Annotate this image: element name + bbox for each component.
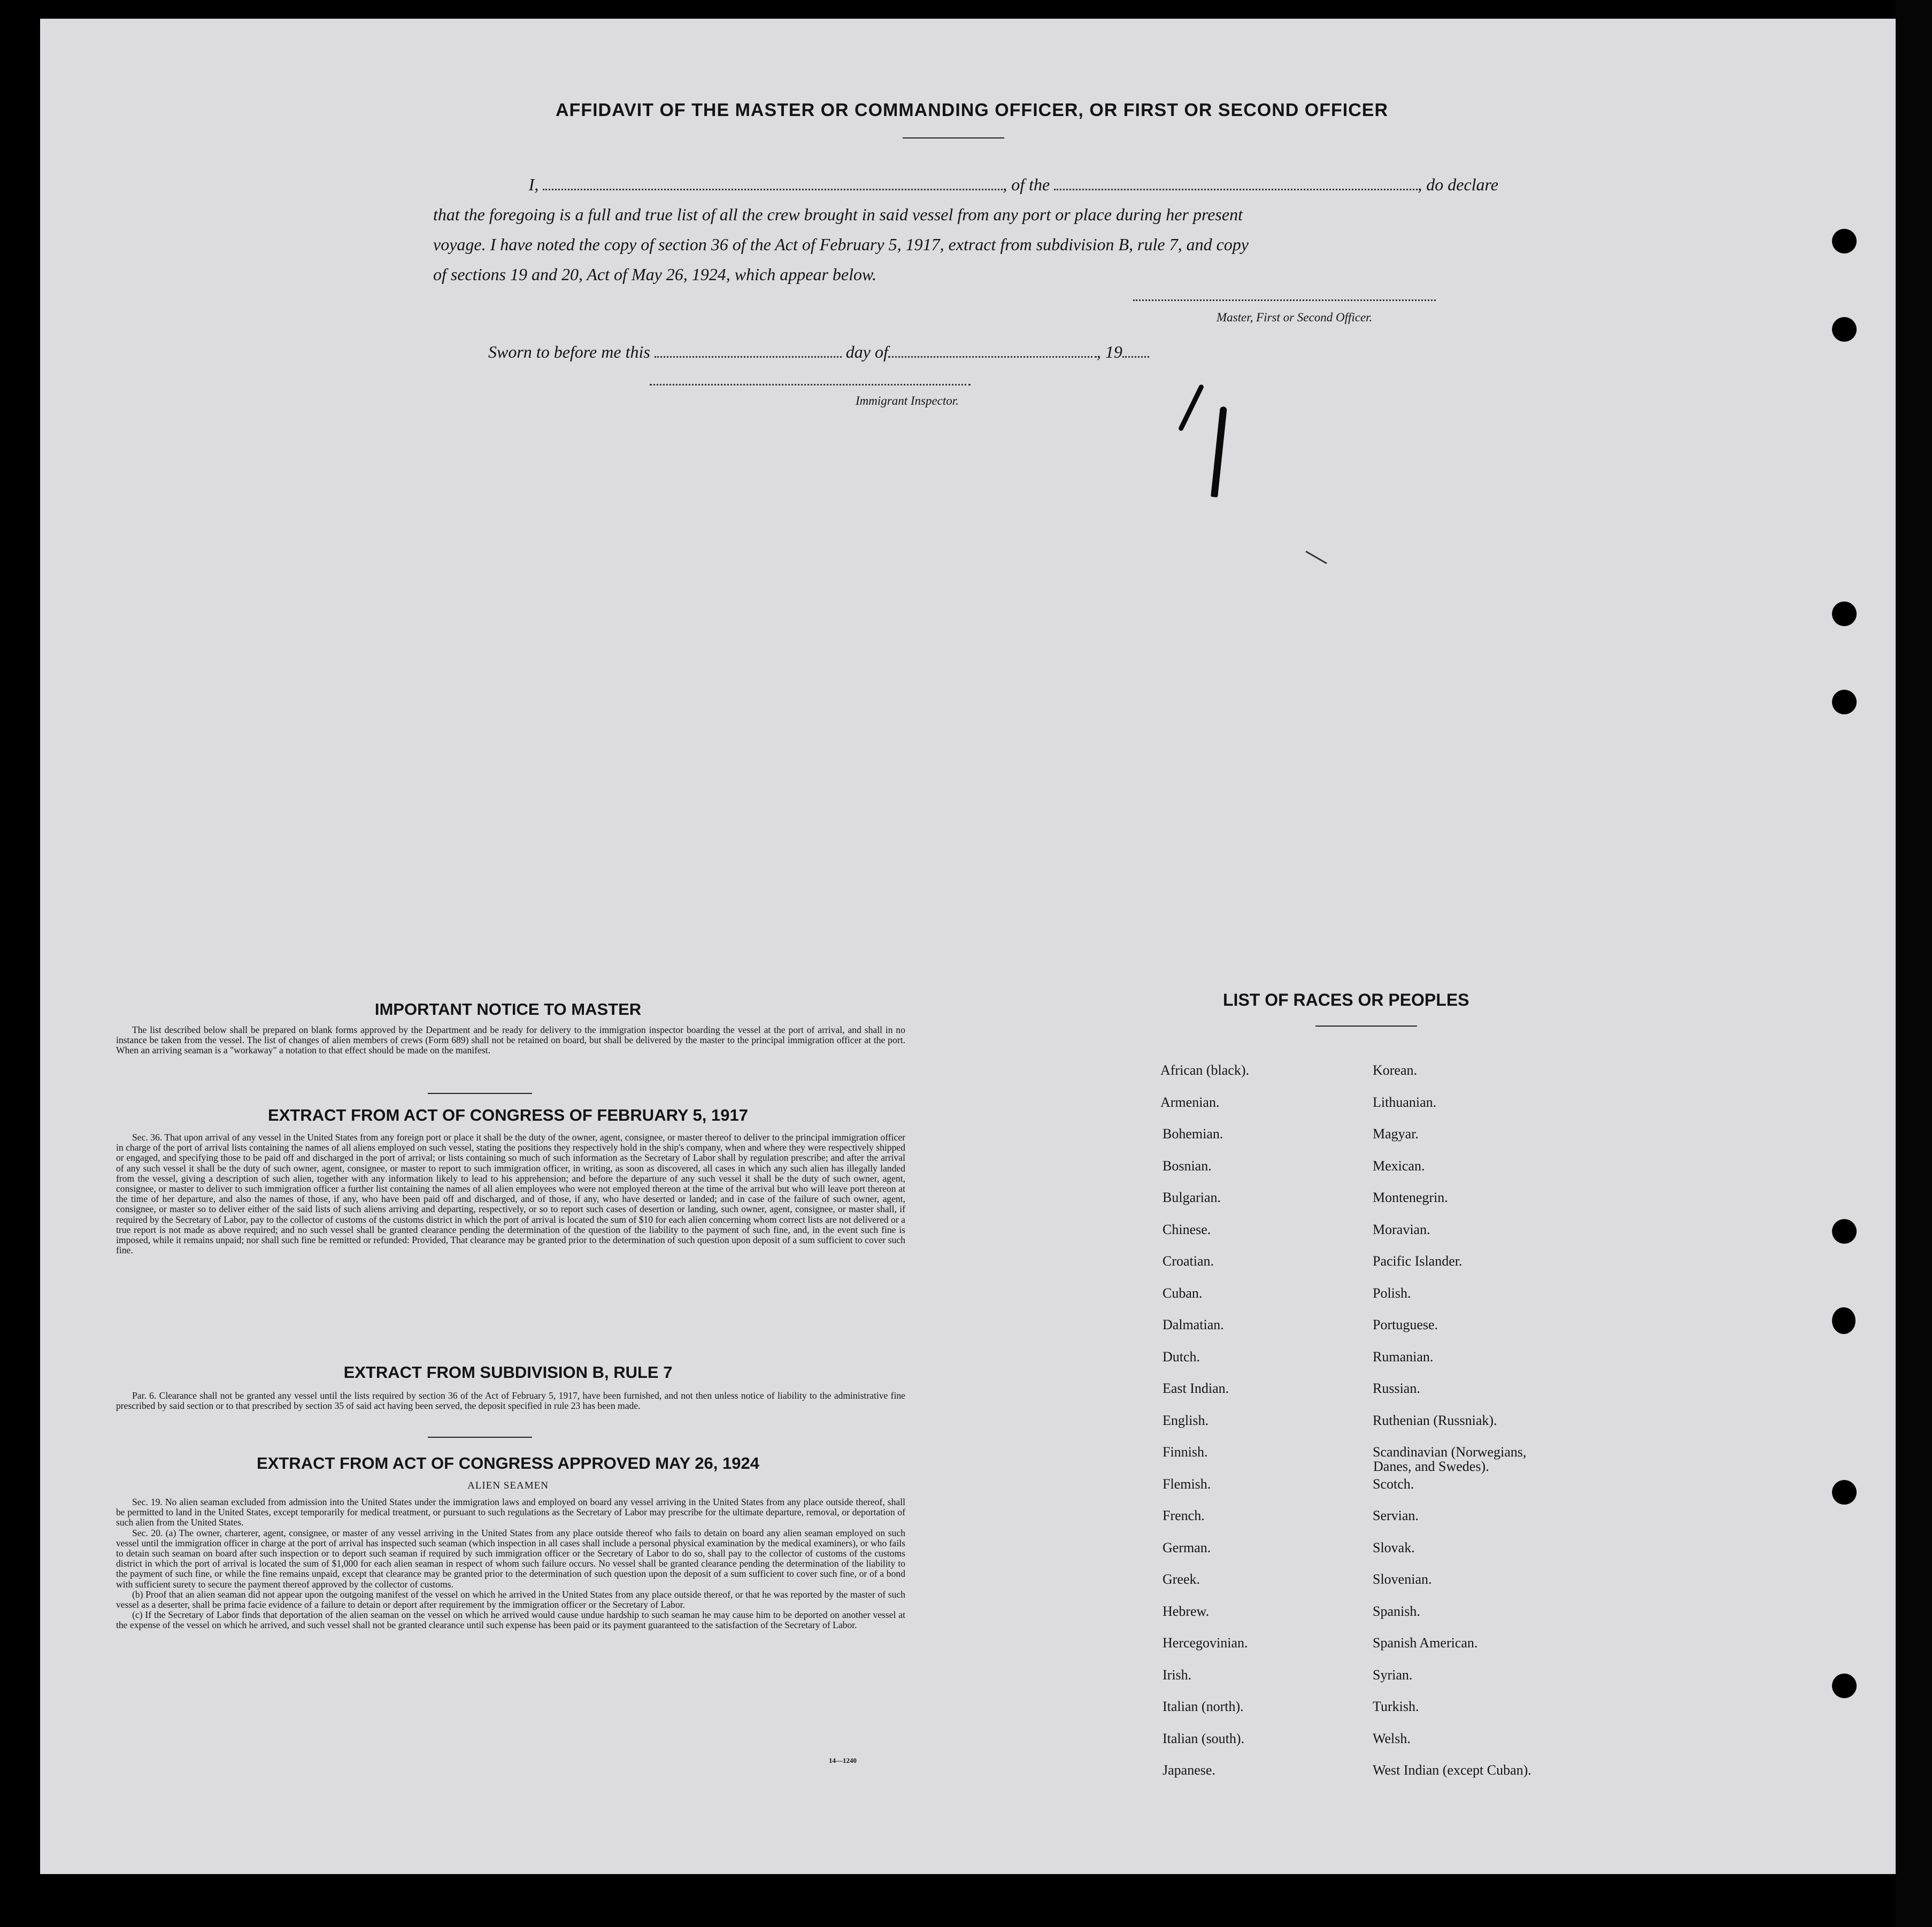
race-item-right: Scandinavian (Norwegians,	[1373, 1444, 1527, 1460]
extract-1924-title: EXTRACT FROM ACT OF CONGRESS APPROVED MAY 26, 1924	[257, 1454, 759, 1473]
race-item-right: Korean.	[1373, 1062, 1418, 1078]
vessel-blank[interactable]	[1054, 189, 1418, 190]
race-item-right: Russian.	[1373, 1381, 1420, 1396]
race-item-right: Polish.	[1373, 1285, 1411, 1301]
race-item-left: German.	[1163, 1539, 1211, 1555]
race-item-left: Bulgarian.	[1163, 1190, 1221, 1205]
section-divider	[428, 1093, 532, 1094]
race-item-left: Irish.	[1163, 1667, 1192, 1683]
race-item-left: English.	[1163, 1412, 1209, 1428]
race-item-left: Bosnian.	[1163, 1158, 1212, 1174]
extract-1917-text	[116, 1132, 905, 1255]
race-item-right: Mexican.	[1373, 1158, 1425, 1174]
race-item-right: Pacific Islander.	[1373, 1253, 1463, 1269]
race-item-left: French.	[1163, 1508, 1205, 1523]
declaration-line-2: that the foregoing is a full and true list of all the crew brought in said vessel from any port or place during her present	[433, 205, 1243, 224]
punch-hole	[1832, 602, 1857, 626]
declaration-line-1	[433, 169, 1498, 199]
race-item-left: East Indian.	[1163, 1381, 1229, 1396]
race-item-left: Flemish.	[1163, 1476, 1211, 1492]
race-item-right: Slovak.	[1373, 1539, 1415, 1555]
punch-hole	[1832, 1480, 1857, 1505]
notice-paragraph: The list described below shall be prepared on blank forms approved by the Department and be ready for delivery to the immigration inspector boarding the vessel at the port of arrival, and shall in no instance be taken from the vessel. The list of changes of alien members of crews (Form 689) shall not be retained on board, but shall be delivered by the master to the principal immigration officer at the port. When an arriving seaman is a "workaway" a notation to that effect should be made on the manifest.	[116, 1024, 905, 1056]
race-item-left: Dutch.	[1163, 1348, 1200, 1365]
punch-hole	[1832, 1307, 1856, 1334]
of-the-label: , of the	[1003, 175, 1050, 194]
race-item-right: Ruthenian (Russniak).	[1373, 1412, 1497, 1428]
master-signature-line[interactable]	[1133, 299, 1436, 301]
document-page	[40, 19, 1896, 1874]
sworn-line	[488, 342, 1149, 362]
declaration-line-4: of sections 19 and 20, Act of May 26, 1924, which appear below.	[433, 265, 876, 284]
ink-mark	[1211, 406, 1227, 497]
race-item-right: Moravian.	[1373, 1221, 1430, 1237]
race-item-left: Bohemian.	[1163, 1126, 1223, 1142]
day-blank[interactable]	[655, 356, 842, 358]
race-item-right: Rumanian.	[1373, 1348, 1434, 1365]
punch-hole	[1832, 229, 1857, 253]
ink-mark	[1178, 384, 1205, 431]
year-prefix: , 19	[1096, 342, 1122, 361]
extract-rule7-title: EXTRACT FROM SUBDIVISION B, RULE 7	[343, 1363, 673, 1382]
race-item-right: Syrian.	[1373, 1667, 1413, 1683]
race-item-left: Hercegovinian.	[1163, 1635, 1248, 1651]
race-item-right: West Indian (except Cuban).	[1373, 1762, 1531, 1778]
race-item-right: Spanish American.	[1373, 1635, 1478, 1651]
form-number: 14—1240	[829, 1756, 857, 1764]
race-item-left: Japanese.	[1163, 1762, 1215, 1778]
race-item-left: Chinese.	[1163, 1221, 1211, 1237]
punch-hole	[1832, 317, 1857, 342]
affidavit-declaration	[433, 169, 1498, 289]
race-item-right: Welsh.	[1373, 1730, 1411, 1746]
declaration-line-3: voyage. I have noted the copy of section 36 of the Act of February 5, 1917, extract from subdivision B, rule 7, and copy	[433, 235, 1249, 254]
race-item-left: Hebrew.	[1163, 1603, 1210, 1619]
extract-1924-subtitle: ALIEN SEAMEN	[467, 1480, 549, 1491]
race-item-left: Finnish.	[1163, 1444, 1208, 1460]
title-divider	[903, 137, 1004, 138]
extract-rule7-paragraph: Par. 6. Clearance shall not be granted any vessel until the lists required by section 36 of the Act of February 5, 1917, have been furnished, and not then unless notice of liability to the administrative fine prescribed by said section or to that prescribed by section 35 of said act having been served, the deposit specified in rule 23 has been made.	[116, 1390, 905, 1412]
extract-1917-paragraph: Sec. 36. That upon arrival of any vessel in the United States from any foreign port or place it shall be the duty of the owner, agent, consignee, or master thereof to deliver to the principal immigration officer in charge of the port of arrival lists containing the names of all aliens employed on such vessel, stating the positions they respectively hold in the ship's company, when and where they were respectively shipped or engaged, and specifying those to be paid off and discharged in the port of arrival; or lists containing so much of such information as the Secretary of Labor shall by regulation prescribe; and after the arrival of any such vessel it shall be the duty of such owner, agent, consignee, or master to report to such immigration officer, in writing, as soon as discovered, all cases in which any such alien has illegally landed from the vessel, giving a description of such alien, together with any information likely to lead to his apprehension; and before the departure of any such vessel it shall be the duty of such owner, agent, consignee, or master to deliver to such immigration officer a further list containing the names of all alien employees who were not employed thereon at the time of the arrival but who will leave port thereon at the time of her departure, and also the names of those, if any, who have been paid off and discharged, and of those, if any, who have deserted or landed; and in case of the failure of such owner, agent, consignee, or master so to deliver either of the said lists of such aliens arriving and departing, respectively, or so to report such cases of desertion or landing, such owner, agent, consignee, or master shall, if required by the Secretary of Labor, pay to the collector of customs of the customs district in which the port of arrival is located the sum of $10 for each alien concerning whom correct lists are not delivered or a true report is not made as above required; and no such vessel shall be granted clearance pending the determination of the question of the liability to the payment of such fine, and, in the event such fine is imposed, while it remains unpaid; nor shall such fine be remitted or refunded: Provided, That clearance may be granted prior to the determination of such question upon deposit of a sum sufficient to cover such fine.	[116, 1132, 905, 1256]
year-blank[interactable]	[1122, 356, 1149, 358]
do-declare-label: , do declare	[1418, 175, 1498, 194]
affidavit-title: AFFIDAVIT OF THE MASTER OR COMMANDING OFFICER, OR FIRST OR SECOND OFFICER	[556, 100, 1388, 120]
extract-1924-text	[116, 1497, 905, 1631]
section-19-paragraph: Sec. 19. No alien seaman excluded from admission into the United States under the immigration laws and employed on board any vessel arriving in the United States from any place outside thereof, shall be permitted to land in the United States, except temporarily for medical treatment, or pursuant to such regulations as the Secretary of Labor may prescribe for the ultimate departure, removal, or deportation of such alien from the United States.	[116, 1497, 905, 1528]
master-caption: Master, First or Second Officer.	[1217, 311, 1373, 324]
race-item-right: Magyar.	[1373, 1126, 1419, 1142]
punch-hole	[1832, 1674, 1857, 1698]
section-20c-paragraph: (c) If the Secretary of Labor finds that deportation of the alien seaman on the vessel on which he arrived would cause undue hardship to such seaman he may cause him to be deported on another vessel at the expense of the vessel on which he arrived, and such vessel shall not be granted clearance until such expense has been paid or its payment guaranteed to the satisfaction of the Secretary of Labor.	[116, 1609, 905, 1631]
race-item-right: Slovenian.	[1373, 1571, 1432, 1587]
races-divider	[1315, 1026, 1417, 1027]
inspector-signature-line[interactable]	[650, 384, 971, 386]
section-20b-paragraph: (b) Proof that an alien seaman did not appear upon the outgoing manifest of the vessel on which he arrived in the United States from any place outside thereof, or that he was reported by the master of such vessel as a deserter, shall be prima facie evidence of a failure to detain or deport after requirement by the immigration officer or the Secretary of Labor.	[116, 1589, 905, 1610]
punch-hole	[1832, 690, 1857, 714]
race-item-right: Spanish.	[1373, 1603, 1420, 1619]
notice-title: IMPORTANT NOTICE TO MASTER	[374, 1000, 642, 1019]
inspector-caption: Immigrant Inspector.	[856, 394, 959, 407]
race-item-right: Scotch.	[1373, 1476, 1414, 1492]
race-item-continuation: Danes, and Swedes).	[1373, 1459, 1489, 1474]
race-item-left: Italian (north).	[1163, 1699, 1244, 1714]
notice-text	[116, 1025, 905, 1056]
extract-rule7-text	[116, 1391, 905, 1411]
section-divider	[428, 1437, 532, 1438]
races-title: LIST OF RACES OR PEOPLES	[1223, 990, 1469, 1009]
race-item-left: Armenian.	[1160, 1094, 1220, 1110]
i-prefix: I,	[528, 175, 539, 194]
name-blank[interactable]	[543, 189, 1003, 190]
scan-edge	[1896, 0, 1932, 1927]
race-item-right: Portuguese.	[1373, 1317, 1438, 1332]
ink-mark	[1305, 551, 1327, 564]
race-item-right: Montenegrin.	[1373, 1190, 1448, 1205]
month-blank[interactable]	[888, 356, 1097, 358]
race-item-right: Turkish.	[1373, 1699, 1419, 1714]
race-item-right: Servian.	[1373, 1508, 1419, 1523]
race-item-left: Croatian.	[1163, 1253, 1214, 1269]
punch-hole	[1832, 1219, 1857, 1244]
race-item-left: Cuban.	[1163, 1285, 1203, 1301]
race-item-right: Lithuanian.	[1373, 1094, 1437, 1110]
race-item-left: Dalmatian.	[1163, 1317, 1224, 1332]
day-of-label: day of	[845, 342, 888, 361]
sworn-prefix: Sworn to before me this	[488, 342, 650, 361]
extract-1917-title: EXTRACT FROM ACT OF CONGRESS OF FEBRUARY 5, 1917	[268, 1106, 748, 1124]
race-item-left: Greek.	[1163, 1571, 1200, 1587]
race-item-left: African (black).	[1160, 1062, 1250, 1078]
section-20a-paragraph: Sec. 20. (a) The owner, charterer, agent, consignee, or master of any vessel arriving in the United States from any place outside thereof who fails to detain on board any alien seaman employed on such vessel until the immigration officer in charge at the port of arrival has inspected such seaman (which inspection in all cases shall include a personal physical examination by the medical examiners), or who fails to detain such seaman on board after such inspection or to deport such seaman if required by such immigration officer or the Secretary of Labor to do so, shall pay to the collector of customs of the customs district in which the port of arrival is located the sum of $1,000 for each alien seaman in respect of whom such failure occurs. No vessel shall be granted clearance pending the determination of the liability to the payment of such fine, or while the fine remains unpaid, except that clearance may be granted prior to the determination of such question upon the deposit of a sum sufficient to cover such fine, or of a bond with sufficient surety to secure the payment thereof approved by the collector of customs.	[116, 1527, 905, 1590]
race-item-left: Italian (south).	[1163, 1730, 1245, 1746]
